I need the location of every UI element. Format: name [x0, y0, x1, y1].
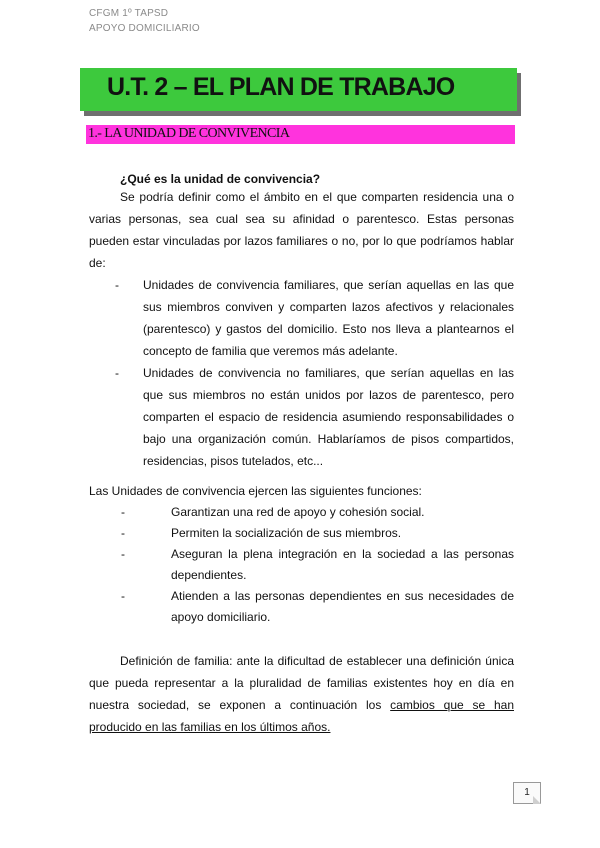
- question-heading: ¿Qué es la unidad de convivencia?: [120, 172, 321, 186]
- list-item: [89, 544, 514, 586]
- list-item: [89, 523, 514, 544]
- family-changes-link[interactable]: cambios que se han producido en las familias en los últimos años.: [89, 698, 514, 734]
- family-definition-text: Definición de familia: ante la dificultad de establecer una definición única que pueda representar a la pluralidad de familias existentes hoy en día en nuestra sociedad, se exponen a continuación los: [89, 654, 514, 712]
- list-dash: -: [115, 278, 119, 292]
- list-item-text: Unidades de convivencia familiares, que serían aquellas en las que sus miembros conviven y comparten lazos afectivos y relacionales (parentesco) y gastos del domicilio. Esto nos lleva a plantearnos el concepto de familia que veremos más adelante.: [143, 278, 514, 358]
- title-banner: [80, 68, 517, 111]
- list-item: [89, 586, 514, 628]
- page-number: 1: [513, 782, 541, 804]
- list-item: [89, 362, 514, 472]
- list-item-text: Unidades de convivencia no familiares, que serían aquellas en las que sus miembros no están unidos por lazos de parentesco, pero comparten el espacio de residencia asumiendo responsabilidades o bajo una organización común. Hablaríamos de pisos compartidos, residencias, pisos tutelados, etc...: [143, 366, 514, 468]
- list-item-text: Permiten la socialización de sus miembros.: [171, 526, 402, 540]
- header-subject: APOYO DOMICILIARIO: [89, 23, 200, 34]
- list-dash: -: [121, 526, 125, 540]
- list-dash: -: [121, 505, 125, 519]
- list-dash: -: [115, 366, 119, 380]
- section-heading-bar: [86, 125, 515, 144]
- page-title: U.T. 2 – EL PLAN DE TRABAJO: [107, 73, 455, 101]
- list-dash: -: [121, 547, 125, 561]
- functions-intro: Las Unidades de convivencia ejercen las siguientes funciones:: [89, 484, 422, 498]
- intro-paragraph: Se podría definir como el ámbito en el que comparten residencia una o varias personas, sea cual sea su afinidad o parentesco. Estas personas pueden estar vinculadas por lazos familiares o no, por lo que podríamos hablar de:: [89, 190, 514, 270]
- convivencia-types-list: [89, 274, 514, 472]
- list-item-text: Atienden a las personas dependientes en sus necesidades de apoyo domiciliario.: [171, 589, 514, 624]
- header-course: CFGM 1º TAPSD: [89, 8, 169, 19]
- functions-list: [89, 502, 514, 628]
- list-dash: -: [121, 589, 125, 603]
- section-heading: 1.- LA UNIDAD DE CONVIVENCIA: [88, 126, 290, 141]
- family-definition-paragraph: [89, 650, 514, 738]
- list-item: [89, 274, 514, 362]
- page-corner-fold: [533, 796, 541, 804]
- list-item: [89, 502, 514, 523]
- list-item-text: Aseguran la plena integración en la sociedad a las personas dependientes.: [171, 547, 514, 582]
- list-item-text: Garantizan una red de apoyo y cohesión social.: [171, 505, 425, 519]
